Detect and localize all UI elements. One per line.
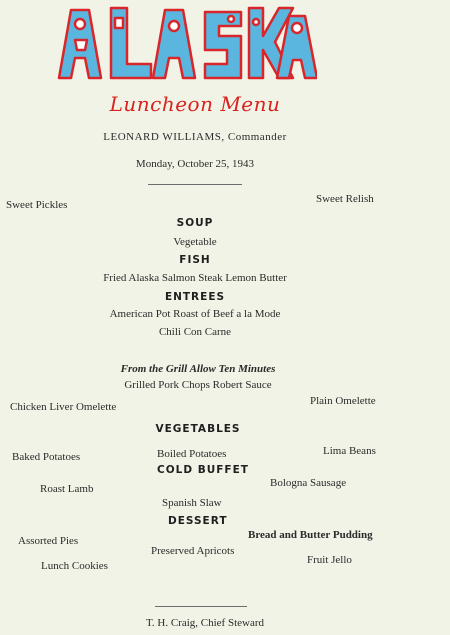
relish-right: Sweet Relish <box>316 193 374 205</box>
soup-heading: SOUP <box>176 217 214 229</box>
entrees-heading: ENTREES <box>164 291 226 303</box>
vegetables-heading: VEGETABLES <box>155 423 241 435</box>
vegetable-center: Boiled Potatoes <box>157 448 227 460</box>
divider-top <box>148 184 242 185</box>
grill-item-right: Plain Omelette <box>310 395 376 407</box>
grill-heading: From the Grill Allow Ten Minutes <box>120 363 276 375</box>
vegetable-left: Baked Potatoes <box>12 451 81 463</box>
menu-subtitle: Luncheon Menu <box>109 92 281 116</box>
cold-buffet-left: Roast Lamb <box>40 483 94 495</box>
cold-buffet-heading: COLD BUFFET <box>157 464 249 476</box>
fish-heading: FISH <box>179 254 211 266</box>
grill-item-left: Chicken Liver Omelette <box>10 401 117 413</box>
divider-bottom <box>155 606 247 607</box>
menu-date: Monday, October 25, 1943 <box>135 158 255 170</box>
cold-buffet-right: Bologna Sausage <box>270 477 347 489</box>
alaska-title-logo <box>55 2 317 82</box>
cold-buffet-center: Spanish Slaw <box>162 497 222 509</box>
entree-item: American Pot Roast of Beef a la Mode <box>109 308 281 320</box>
dessert-center: Preserved Apricots <box>151 545 235 557</box>
vegetable-right: Lima Beans <box>323 445 376 457</box>
chief-steward-line: T. H. Craig, Chief Steward <box>145 617 265 629</box>
fish-item: Fried Alaska Salmon Steak Lemon Butter <box>103 272 287 284</box>
commander-line: LEONARD WILLIAMS, Commander <box>103 131 287 143</box>
dessert-right-1: Bread and Butter Pudding <box>248 529 373 541</box>
dessert-left-2: Lunch Cookies <box>41 560 108 572</box>
entree-item: Chili Con Carne <box>158 326 232 338</box>
soup-item: Vegetable <box>173 236 217 248</box>
dessert-left-1: Assorted Pies <box>18 535 79 547</box>
dessert-heading: DESSERT <box>168 515 228 527</box>
grill-item-center: Grilled Pork Chops Robert Sauce <box>124 379 272 391</box>
dessert-right-2: Fruit Jello <box>307 554 352 566</box>
relish-left: Sweet Pickles <box>6 199 68 211</box>
